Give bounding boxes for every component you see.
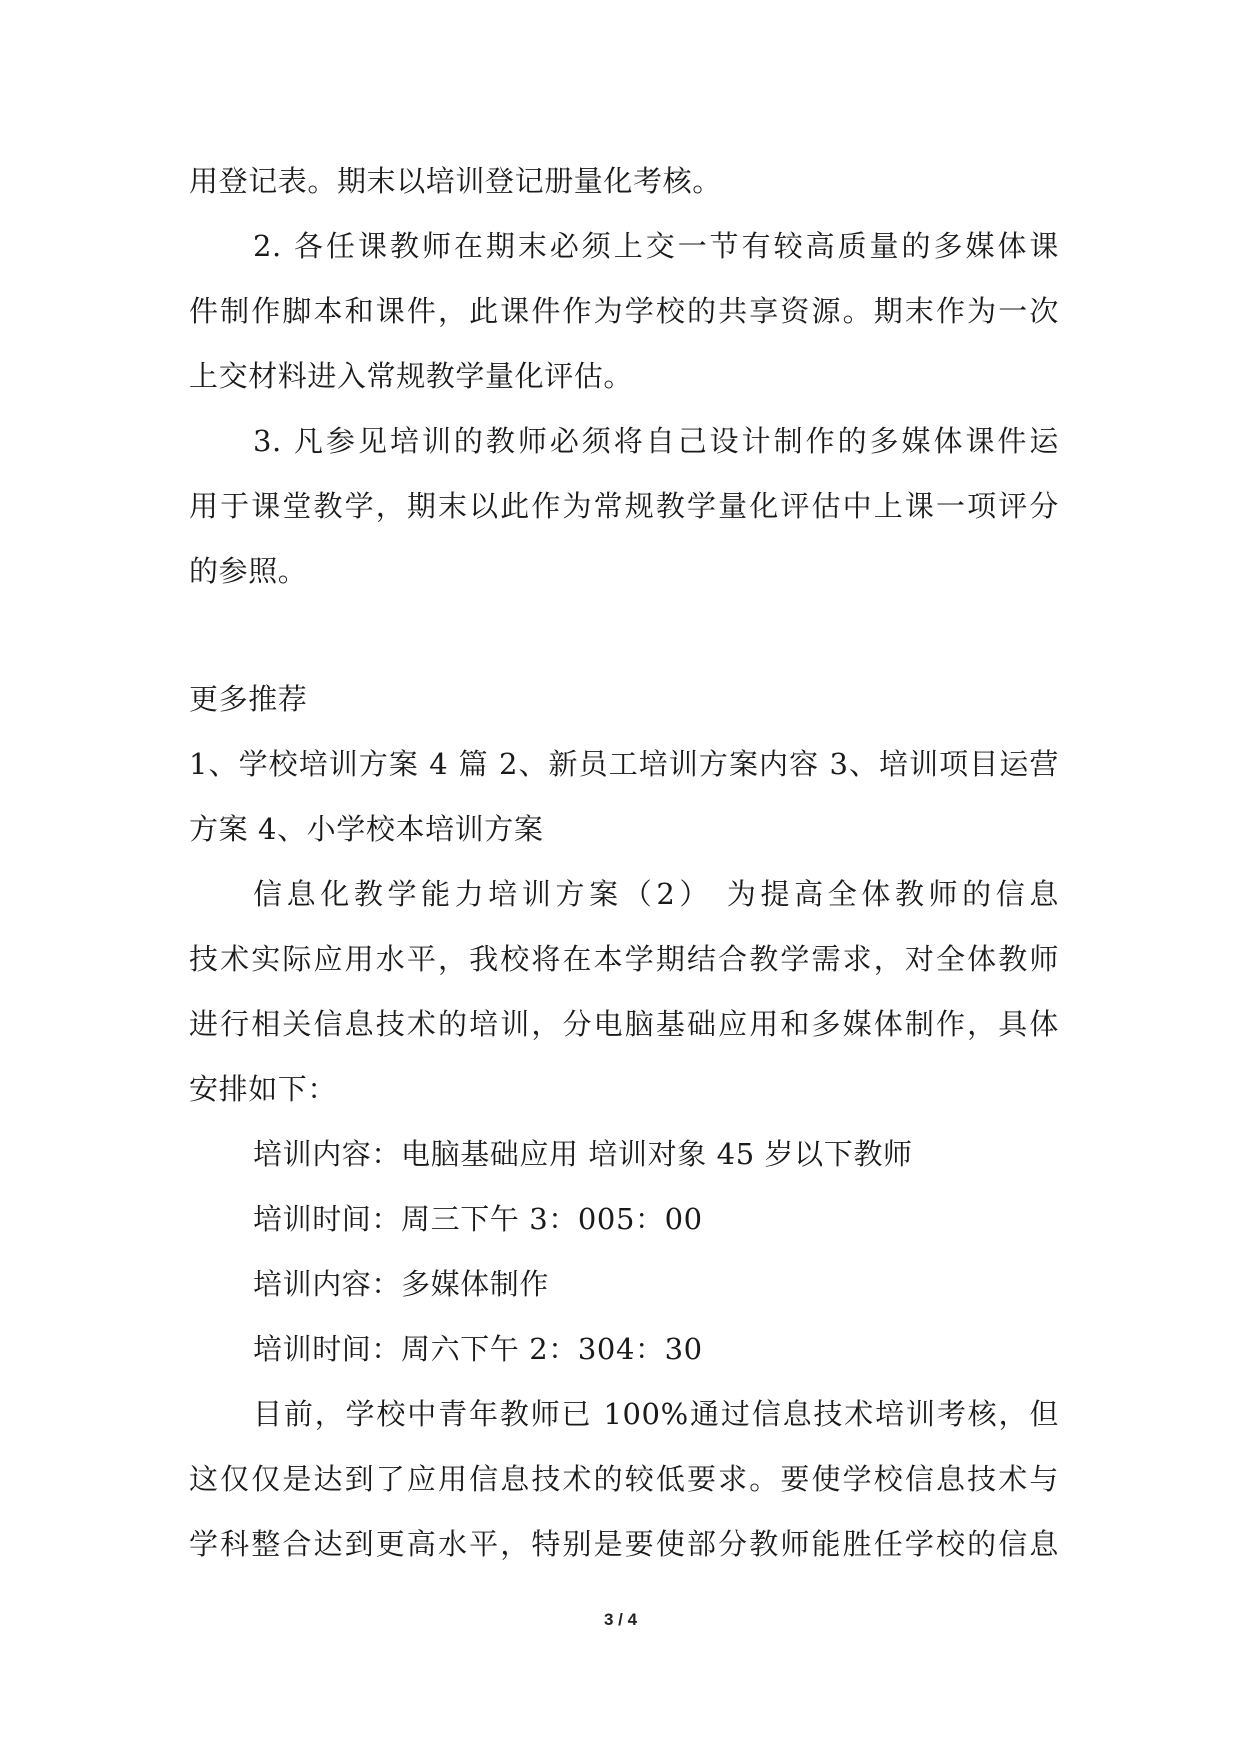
document-page [189, 0, 1059, 1754]
paragraph-line: 信息化教学能力培训方案（2） 为提高全体教师的信息 [253, 877, 1059, 911]
paragraph-line: 用于课堂教学，期末以此作为常规教学量化评估中上课一项评分 [189, 489, 1059, 523]
section-heading: 更多推荐 [189, 682, 308, 716]
paragraph-line: 这仅仅是达到了应用信息技术的较低要求。要使学校信息技术与 [189, 1462, 1059, 1496]
schedule-line: 培训时间：周六下午 2：304：30 [253, 1332, 703, 1366]
paragraph-line: 件制作脚本和课件，此课件作为学校的共享资源。期末作为一次 [189, 294, 1059, 328]
paragraph-line: 技术实际应用水平，我校将在本学期结合教学需求，对全体教师 [189, 942, 1059, 976]
recommend-links[interactable]: 方案 4、小学校本培训方案 [189, 812, 544, 846]
paragraph-line: 的参照。 [189, 554, 308, 588]
paragraph-line: 上交材料进入常规教学量化评估。 [189, 359, 634, 393]
paragraph-line: 安排如下： [189, 1072, 338, 1106]
paragraph-line: 用登记表。期末以培训登记册量化考核。 [189, 164, 722, 198]
paragraph-line: 学科整合达到更高水平，特别是要使部分教师能胜任学校的信息 [189, 1527, 1059, 1561]
schedule-line: 培训内容：电脑基础应用 培训对象 45 岁以下教师 [253, 1137, 913, 1171]
paragraph-line: 目前，学校中青年教师已 100%通过信息技术培训考核，但 [253, 1397, 1059, 1431]
schedule-line: 培训时间：周三下午 3：005：00 [253, 1202, 703, 1236]
schedule-line: 培训内容：多媒体制作 [253, 1267, 550, 1301]
page-number: 3 / 4 [603, 1610, 638, 1629]
paragraph-line: 2. 各任课教师在期末必须上交一节有较高质量的多媒体课 [253, 229, 1059, 263]
recommend-links[interactable]: 1、学校培训方案 4 篇 2、新员工培训方案内容 3、培训项目运营 [189, 747, 1059, 781]
paragraph-line: 3. 凡参见培训的教师必须将自己设计制作的多媒体课件运 [253, 424, 1059, 458]
paragraph-line: 进行相关信息技术的培训，分电脑基础应用和多媒体制作，具体 [189, 1007, 1059, 1041]
